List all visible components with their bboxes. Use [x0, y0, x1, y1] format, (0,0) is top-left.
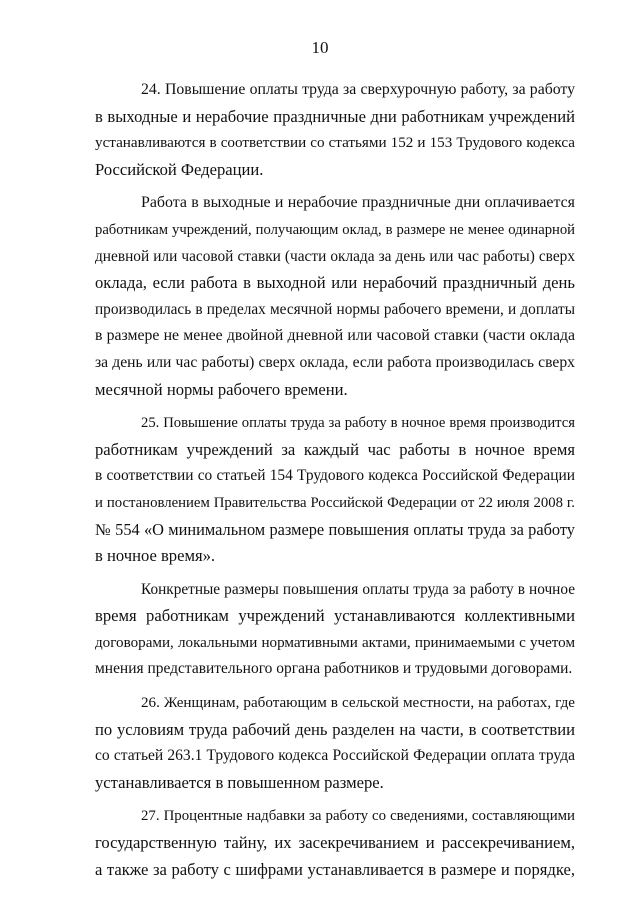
paragraph [95, 190, 575, 403]
text-line: устанавливаются в соответствии со статьями 152 и 153 Трудового кодекса [95, 135, 575, 152]
paragraph [95, 77, 575, 183]
paragraph [95, 577, 575, 683]
text-line: в выходные и нерабочие праздничные дни работникам учреждений [95, 106, 575, 126]
text-line: в размере не менее двойной дневной или часовой ставки (части оклада [95, 327, 575, 345]
document-body [95, 77, 575, 890]
text-line: 26. Женщинам, работающим в сельской местности, на работах, где [141, 695, 575, 712]
text-line: по условиям труда рабочий день разделен на части, в соответствии [95, 719, 575, 739]
text-line: и постановлением Правительства Российской Федерации от 22 июля 2008 г. [95, 494, 575, 511]
paragraph [95, 690, 575, 796]
text-line: оклада, если работа в выходной или нерабочий праздничный день [95, 273, 575, 293]
text-line: № 554 «О минимальном размере повышения оплаты труда за работу [95, 519, 575, 539]
paragraph [95, 803, 575, 883]
text-line: в ночное время». [95, 546, 216, 566]
text-line: Конкретные размеры повышения оплаты труда за работу в ночное [141, 580, 575, 598]
text-line: работникам учреждений за каждый час работы в ночное время [95, 439, 575, 459]
text-line: договорами, локальными нормативными актами, принимаемыми с учетом [95, 634, 575, 651]
paragraph [95, 410, 575, 570]
text-line: а также за работу с шифрами устанавливается в размере и порядке, [95, 859, 575, 879]
text-line: со статьей 263.1 Трудового кодекса Российской Федерации оплата труда [95, 747, 575, 765]
text-line: мнения представительного органа работников и трудовыми договорами. [95, 660, 573, 678]
text-line: государственную тайну, их засекречиванием и рассекречиванием, [95, 833, 575, 853]
text-line: Работа в выходные и нерабочие праздничные дни оплачивается [141, 194, 575, 212]
text-line: месячной нормы рабочего времени. [95, 379, 348, 399]
text-line: дневной или часовой ставки (части оклада за день или час работы) сверх [95, 247, 575, 265]
text-line: 24. Повышение оплаты труда за сверхурочную работу, за работу [141, 81, 575, 98]
text-line: 25. Повышение оплаты труда за работу в ночное время производится [141, 415, 575, 432]
text-line: время работникам учреждений устанавливаются коллективными [95, 606, 575, 626]
text-line: работникам учреждений, получающим оклад, в размере не менее одинарной [95, 221, 575, 238]
text-line: 27. Процентные надбавки за работу со сведениями, составляющими [141, 808, 575, 825]
page-number: 10 [311, 38, 329, 57]
text-line: за день или час работы) сверх оклада, если работа производилась сверх [95, 353, 575, 371]
text-line: устанавливается в повышенном размере. [95, 772, 384, 792]
text-line: в соответствии со статьей 154 Трудового кодекса Российской Федерации [95, 467, 575, 485]
text-line: Российской Федерации. [95, 159, 264, 179]
text-line: производилась в пределах месячной нормы рабочего времени, и доплаты [95, 300, 575, 318]
